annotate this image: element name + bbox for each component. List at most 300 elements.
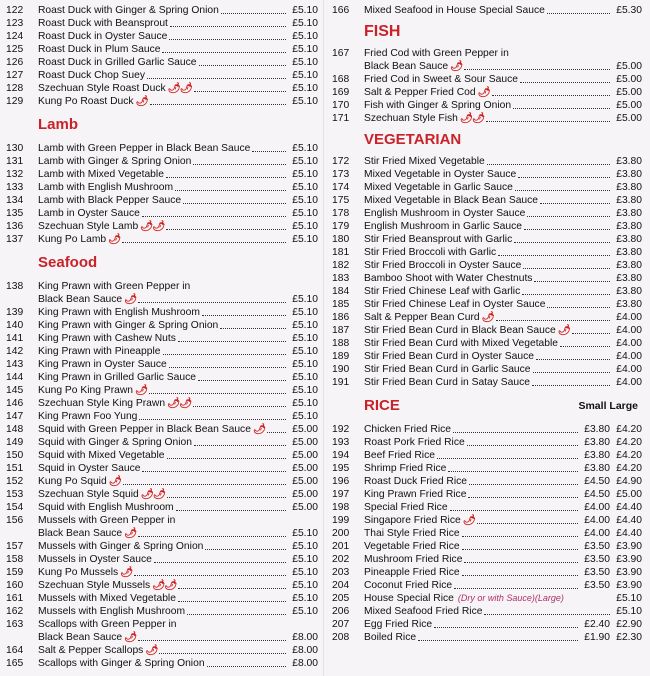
item-name: King Prawn with Ginger & Spring Onion bbox=[38, 320, 219, 331]
item-number: 157 bbox=[6, 541, 24, 552]
price: £5.10 bbox=[292, 169, 318, 180]
item-name: King Prawn with Green Pepper in bbox=[38, 281, 191, 292]
item-name: Mixed Vegetable in Black Bean Sauce bbox=[364, 195, 539, 206]
item-name: Stir Fried Chinese Leaf with Garlic bbox=[364, 286, 521, 297]
item-number: 156 bbox=[6, 515, 24, 526]
item-name: Lamb with Black Pepper Sauce bbox=[38, 195, 182, 206]
dot-leader bbox=[547, 4, 610, 14]
menu-item bbox=[0, 605, 322, 618]
item-name: Stir Fried Bean Curd with Mixed Vegetable bbox=[364, 338, 559, 349]
price: £5.10 bbox=[292, 307, 318, 318]
menu-item bbox=[326, 631, 650, 644]
item-number: 183 bbox=[332, 273, 350, 284]
item-number: 158 bbox=[6, 554, 24, 565]
item-name: Mixed Seafood Fried Rice bbox=[364, 606, 483, 617]
menu-item bbox=[326, 540, 650, 553]
item-name: Thai Style Fried Rice bbox=[364, 528, 460, 539]
chili-icon: 🌶 bbox=[557, 325, 570, 336]
dot-leader bbox=[138, 527, 286, 537]
dot-leader bbox=[514, 233, 610, 243]
price: £3.80 bbox=[616, 182, 642, 193]
menu-item bbox=[0, 319, 322, 332]
dot-leader bbox=[134, 566, 286, 576]
menu-item bbox=[326, 246, 650, 259]
chili-icon: 🌶 bbox=[450, 61, 463, 72]
item-name: Stir Fried Mixed Vegetable bbox=[364, 156, 485, 167]
price: £5.00 bbox=[292, 424, 318, 435]
item-number: 160 bbox=[6, 580, 24, 591]
item-name: Szechuan Style Fish 🌶🌶 bbox=[364, 113, 485, 124]
item-number: 122 bbox=[6, 5, 24, 16]
price-large: £3.90 bbox=[616, 554, 642, 565]
price-small: £3.50 bbox=[584, 554, 610, 565]
price: £5.00 bbox=[616, 74, 642, 85]
price-small: £4.50 bbox=[584, 489, 610, 500]
price: £5.10 bbox=[292, 385, 318, 396]
item-number: 171 bbox=[332, 113, 350, 124]
menu-item bbox=[0, 397, 322, 410]
price-large: £4.20 bbox=[616, 463, 642, 474]
price: £5.10 bbox=[292, 541, 318, 552]
item-number: 142 bbox=[6, 346, 24, 357]
price-small: £4.50 bbox=[584, 476, 610, 487]
item-number: 173 bbox=[332, 169, 350, 180]
price-small: £4.00 bbox=[584, 502, 610, 513]
price: £3.80 bbox=[616, 286, 642, 297]
menu-column-left bbox=[0, 4, 322, 670]
dot-leader bbox=[454, 579, 578, 589]
dot-leader bbox=[193, 155, 286, 165]
dot-leader bbox=[220, 319, 286, 329]
item-name: Stir Fried Bean Curd in Oyster Sauce bbox=[364, 351, 534, 362]
menu-item bbox=[0, 181, 322, 194]
item-name: Szechuan Style King Prawn 🌶🌶 bbox=[38, 398, 192, 409]
price: £3.80 bbox=[616, 195, 642, 206]
item-number: 185 bbox=[332, 299, 350, 310]
price: £4.00 bbox=[616, 312, 642, 323]
menu-item bbox=[326, 350, 650, 363]
menu-item bbox=[0, 306, 322, 319]
dot-leader bbox=[462, 540, 578, 550]
menu-item bbox=[0, 423, 322, 436]
price: £5.10 bbox=[292, 31, 318, 42]
menu-item bbox=[0, 69, 322, 82]
price-large: £3.90 bbox=[616, 541, 642, 552]
price-small: £3.80 bbox=[584, 437, 610, 448]
dot-leader bbox=[464, 60, 610, 70]
dot-leader bbox=[149, 384, 286, 394]
dot-leader bbox=[176, 501, 286, 511]
price: £5.10 bbox=[292, 234, 318, 245]
price-large: £2.30 bbox=[616, 632, 642, 643]
price: £4.00 bbox=[616, 364, 642, 375]
dot-leader bbox=[464, 553, 578, 563]
dot-leader bbox=[486, 112, 610, 122]
price: £5.10 bbox=[292, 320, 318, 331]
chili-icon: 🌶 bbox=[124, 632, 137, 643]
menu-item bbox=[0, 384, 322, 397]
dot-leader bbox=[560, 337, 610, 347]
item-number: 147 bbox=[6, 411, 24, 422]
item-number: 136 bbox=[6, 221, 24, 232]
item-number: 175 bbox=[332, 195, 350, 206]
item-number: 141 bbox=[6, 333, 24, 344]
price-small: £3.50 bbox=[584, 580, 610, 591]
price: £5.10 bbox=[292, 83, 318, 94]
dot-leader bbox=[540, 194, 610, 204]
item-number: 163 bbox=[6, 619, 24, 630]
price: £3.80 bbox=[616, 208, 642, 219]
price: £5.30 bbox=[616, 5, 642, 16]
dot-leader bbox=[193, 397, 286, 407]
price-large: £4.20 bbox=[616, 437, 642, 448]
item-number: 167 bbox=[332, 48, 350, 59]
item-name: King Prawn Fried Rice bbox=[364, 489, 467, 500]
item-number: 150 bbox=[6, 450, 24, 461]
price: £5.10 bbox=[292, 5, 318, 16]
item-name: Mussels with Ginger & Spring Onion bbox=[38, 541, 204, 552]
price-large: £4.40 bbox=[616, 528, 642, 539]
dot-leader bbox=[462, 566, 578, 576]
item-name: Beef Fried Rice bbox=[364, 450, 435, 461]
dot-leader bbox=[178, 592, 286, 602]
item-name: Squid in Oyster Sauce bbox=[38, 463, 141, 474]
dot-leader bbox=[154, 553, 286, 563]
price: £3.80 bbox=[616, 260, 642, 271]
item-name-line2: Black Bean Sauce 🌶 bbox=[364, 61, 463, 72]
menu-item bbox=[326, 4, 650, 17]
price: £3.80 bbox=[616, 299, 642, 310]
menu-item bbox=[0, 345, 322, 358]
item-number: 187 bbox=[332, 325, 350, 336]
item-name: Szechuan Style Lamb 🌶🌶 bbox=[38, 221, 165, 232]
menu-item bbox=[326, 233, 650, 246]
price: £4.00 bbox=[616, 377, 642, 388]
menu-item bbox=[326, 618, 650, 631]
item-name: Fish with Ginger & Spring Onion bbox=[364, 100, 512, 111]
menu-item bbox=[0, 194, 322, 207]
item-name: King Prawn in Grilled Garlic Sauce bbox=[38, 372, 196, 383]
item-name: Fried Cod in Sweet & Sour Sauce bbox=[364, 74, 518, 85]
item-number: 149 bbox=[6, 437, 24, 448]
menu-item bbox=[0, 4, 322, 17]
dot-leader bbox=[533, 363, 610, 373]
menu-item bbox=[0, 410, 322, 423]
price-small: £4.00 bbox=[584, 528, 610, 539]
item-number: 125 bbox=[6, 44, 24, 55]
dot-leader bbox=[547, 298, 610, 308]
menu-item bbox=[326, 194, 650, 207]
menu-item bbox=[326, 436, 650, 449]
item-number: 132 bbox=[6, 169, 24, 180]
item-name: Shrimp Fried Rice bbox=[364, 463, 447, 474]
item-number: 208 bbox=[332, 632, 350, 643]
menu-item bbox=[326, 553, 650, 566]
menu-item bbox=[326, 592, 650, 605]
item-name: King Prawn Foo Yung bbox=[38, 411, 138, 422]
item-number: 165 bbox=[6, 658, 24, 669]
chili-icon: 🌶🌶 bbox=[152, 580, 177, 591]
menu-item bbox=[326, 220, 650, 233]
item-name: Mixed Vegetable in Garlic Sauce bbox=[364, 182, 513, 193]
price-large: £4.40 bbox=[616, 515, 642, 526]
item-number: 168 bbox=[332, 74, 350, 85]
section-heading: Seafood bbox=[38, 254, 98, 271]
price: £8.00 bbox=[292, 658, 318, 669]
menu-item bbox=[0, 95, 322, 108]
menu-item bbox=[326, 311, 650, 324]
item-number: 191 bbox=[332, 377, 350, 388]
dot-leader bbox=[448, 462, 578, 472]
item-number: 196 bbox=[332, 476, 350, 487]
menu-item bbox=[326, 155, 650, 168]
dot-leader bbox=[167, 488, 286, 498]
price: £5.10 bbox=[292, 580, 318, 591]
dot-leader bbox=[418, 631, 578, 641]
item-number: 180 bbox=[332, 234, 350, 245]
menu-item bbox=[326, 363, 650, 376]
item-number: 133 bbox=[6, 182, 24, 193]
dot-leader bbox=[462, 527, 578, 537]
price: £4.00 bbox=[616, 351, 642, 362]
dot-leader bbox=[520, 73, 610, 83]
item-number: 184 bbox=[332, 286, 350, 297]
price: £5.10 bbox=[292, 221, 318, 232]
item-name: Lamb in Oyster Sauce bbox=[38, 208, 140, 219]
menu-column-right bbox=[326, 4, 650, 644]
item-number: 186 bbox=[332, 312, 350, 323]
dot-leader bbox=[194, 436, 286, 446]
item-number: 178 bbox=[332, 208, 350, 219]
item-name: Roast Duck Chop Suey bbox=[38, 70, 146, 81]
menu-item bbox=[326, 527, 650, 540]
price: £5.00 bbox=[292, 437, 318, 448]
menu-item bbox=[0, 501, 322, 514]
price-large: £4.40 bbox=[616, 502, 642, 513]
item-name: Mussels with Mixed Vegetable bbox=[38, 593, 176, 604]
price: £5.10 bbox=[292, 294, 318, 305]
dot-leader bbox=[198, 371, 286, 381]
menu-item bbox=[0, 155, 322, 168]
price: £5.00 bbox=[616, 100, 642, 111]
menu-item bbox=[0, 142, 322, 155]
price: £5.00 bbox=[292, 476, 318, 487]
price-small: £3.50 bbox=[584, 541, 610, 552]
dot-leader bbox=[166, 220, 286, 230]
price: £3.80 bbox=[616, 156, 642, 167]
item-name: King Prawn in Oyster Sauce bbox=[38, 359, 167, 370]
menu-item bbox=[326, 376, 650, 389]
dot-leader bbox=[163, 345, 287, 355]
price: £5.00 bbox=[616, 87, 642, 98]
price: £5.10 bbox=[292, 411, 318, 422]
item-number: 206 bbox=[332, 606, 350, 617]
item-number: 124 bbox=[6, 31, 24, 42]
price: £5.10 bbox=[292, 567, 318, 578]
menu-item bbox=[0, 436, 322, 449]
dot-leader bbox=[175, 181, 286, 191]
item-name: Stir Fried Beansprout with Garlic bbox=[364, 234, 513, 245]
chili-icon: 🌶🌶 bbox=[140, 489, 165, 500]
dot-leader bbox=[169, 358, 286, 368]
price: £5.10 bbox=[292, 606, 318, 617]
dot-leader bbox=[138, 631, 286, 641]
price: £3.80 bbox=[616, 273, 642, 284]
menu-item bbox=[0, 592, 322, 605]
item-name: Szechuan Style Squid 🌶🌶 bbox=[38, 489, 165, 500]
item-name: English Mushroom in Oyster Sauce bbox=[364, 208, 526, 219]
price-large: £3.90 bbox=[616, 580, 642, 591]
item-name: King Prawn with Cashew Nuts bbox=[38, 333, 176, 344]
item-number: 169 bbox=[332, 87, 350, 98]
price: £5.10 bbox=[292, 554, 318, 565]
dot-leader bbox=[515, 181, 610, 191]
dot-leader bbox=[199, 56, 286, 66]
price: £5.10 bbox=[292, 195, 318, 206]
section-heading: VEGETARIAN bbox=[364, 131, 462, 148]
item-number: 153 bbox=[6, 489, 24, 500]
item-number: 200 bbox=[332, 528, 350, 539]
item-number: 154 bbox=[6, 502, 24, 513]
item-number: 135 bbox=[6, 208, 24, 219]
dot-leader bbox=[170, 17, 286, 27]
item-name: Stir Fried Broccoli with Garlic bbox=[364, 247, 497, 258]
item-name: Lamb with Mixed Vegetable bbox=[38, 169, 164, 180]
dot-leader bbox=[169, 30, 286, 40]
menu-item bbox=[326, 462, 650, 475]
price: £5.10 bbox=[292, 528, 318, 539]
item-number: 145 bbox=[6, 385, 24, 396]
price: £5.00 bbox=[616, 61, 642, 72]
menu-item bbox=[326, 324, 650, 337]
item-number: 179 bbox=[332, 221, 350, 232]
item-number: 128 bbox=[6, 83, 24, 94]
dot-leader bbox=[524, 220, 610, 230]
section-heading: Lamb bbox=[38, 116, 79, 133]
menu-item bbox=[326, 272, 650, 285]
dot-leader bbox=[434, 618, 578, 628]
dot-leader bbox=[194, 82, 286, 92]
menu-item bbox=[0, 30, 322, 43]
dot-leader bbox=[221, 4, 286, 14]
item-name-line2: Black Bean Sauce 🌶 bbox=[38, 294, 137, 305]
chili-icon: 🌶 bbox=[108, 476, 121, 487]
menu-item bbox=[326, 285, 650, 298]
chili-icon: 🌶 bbox=[120, 567, 133, 578]
section-heading: RICE Small Large bbox=[326, 389, 650, 423]
item-name: Salt & Pepper Bean Curd 🌶 bbox=[364, 312, 494, 323]
menu-item bbox=[326, 475, 650, 488]
price: £3.80 bbox=[616, 221, 642, 232]
item-name: Squid with Mixed Vegetable bbox=[38, 450, 165, 461]
dot-leader bbox=[437, 449, 578, 459]
item-number: 201 bbox=[332, 541, 350, 552]
item-name: Roast Duck in Plum Sauce bbox=[38, 44, 161, 55]
price: £4.00 bbox=[616, 338, 642, 349]
dot-leader bbox=[534, 272, 610, 282]
item-name: Lamb with English Mushroom bbox=[38, 182, 174, 193]
chili-icon: 🌶 bbox=[481, 312, 494, 323]
price-large: £2.90 bbox=[616, 619, 642, 630]
item-name: Kung Po Squid 🌶 bbox=[38, 476, 121, 487]
chili-icon: 🌶🌶 bbox=[459, 113, 485, 124]
dot-leader bbox=[453, 423, 578, 433]
menu-item bbox=[0, 332, 322, 345]
item-name: Stir Fried Bean Curd in Satay Sauce bbox=[364, 377, 530, 388]
dot-leader bbox=[178, 332, 286, 342]
item-number: 161 bbox=[6, 593, 24, 604]
dot-leader bbox=[207, 657, 286, 667]
menu-item bbox=[326, 181, 650, 194]
item-name: Pineapple Fried Rice bbox=[364, 567, 460, 578]
item-name: Szechuan Style Roast Duck 🌶🌶 bbox=[38, 83, 192, 94]
item-name: Salt & Pepper Fried Cod 🌶 bbox=[364, 87, 490, 98]
item-number: 199 bbox=[332, 515, 350, 526]
price-small: £3.80 bbox=[584, 463, 610, 474]
item-name: Kung Po King Prawn 🌶 bbox=[38, 385, 148, 396]
price-small: £3.80 bbox=[584, 450, 610, 461]
menu-item bbox=[326, 501, 650, 514]
price-small: £2.40 bbox=[584, 619, 610, 630]
price: £5.10 bbox=[292, 372, 318, 383]
dot-leader bbox=[518, 168, 610, 178]
item-number: 138 bbox=[6, 281, 24, 292]
item-number: 198 bbox=[332, 502, 350, 513]
dot-leader bbox=[142, 207, 286, 217]
dot-leader bbox=[178, 579, 286, 589]
item-name: Stir Fried Broccoli in Oyster Sauce bbox=[364, 260, 522, 271]
price: £5.10 bbox=[292, 143, 318, 154]
item-name: Scallops with Ginger & Spring Onion bbox=[38, 658, 205, 669]
item-name: Lamb with Ginger & Spring Onion bbox=[38, 156, 192, 167]
menu-item bbox=[326, 207, 650, 220]
menu-item bbox=[0, 514, 322, 540]
menu-item bbox=[326, 86, 650, 99]
menu-item bbox=[0, 644, 322, 657]
item-name: Roast Duck in Oyster Sauce bbox=[38, 31, 168, 42]
dot-leader bbox=[467, 436, 578, 446]
price: £5.10 bbox=[292, 18, 318, 29]
item-name: Mushroom Fried Rice bbox=[364, 554, 463, 565]
price: £5.00 bbox=[292, 450, 318, 461]
item-number: 192 bbox=[332, 424, 350, 435]
price: £5.10 bbox=[292, 398, 318, 409]
price: £5.10 bbox=[292, 44, 318, 55]
price: £8.00 bbox=[292, 632, 318, 643]
item-name: Singapore Fried Rice 🌶 bbox=[364, 515, 475, 526]
item-number: 130 bbox=[6, 143, 24, 154]
menu-item bbox=[0, 207, 322, 220]
price-large: £4.90 bbox=[616, 476, 642, 487]
item-number: 166 bbox=[332, 5, 350, 16]
price-small: £4.00 bbox=[584, 515, 610, 526]
chili-icon: 🌶🌶 bbox=[167, 398, 192, 409]
item-name: Stir Fried Bean Curd in Black Bean Sauce 🌶 bbox=[364, 325, 570, 336]
item-number: 174 bbox=[332, 182, 350, 193]
price: £5.10 bbox=[292, 96, 318, 107]
dot-leader bbox=[492, 86, 610, 96]
item-number: 148 bbox=[6, 424, 24, 435]
menu-item bbox=[0, 462, 322, 475]
item-name: Szechuan Style Mussels 🌶🌶 bbox=[38, 580, 177, 591]
dot-leader bbox=[122, 233, 286, 243]
item-number: 131 bbox=[6, 156, 24, 167]
menu-item bbox=[326, 47, 650, 73]
item-number: 127 bbox=[6, 70, 24, 81]
item-number: 207 bbox=[332, 619, 350, 630]
menu-item bbox=[0, 56, 322, 69]
item-name: Mixed Seafood in House Special Sauce bbox=[364, 5, 545, 16]
